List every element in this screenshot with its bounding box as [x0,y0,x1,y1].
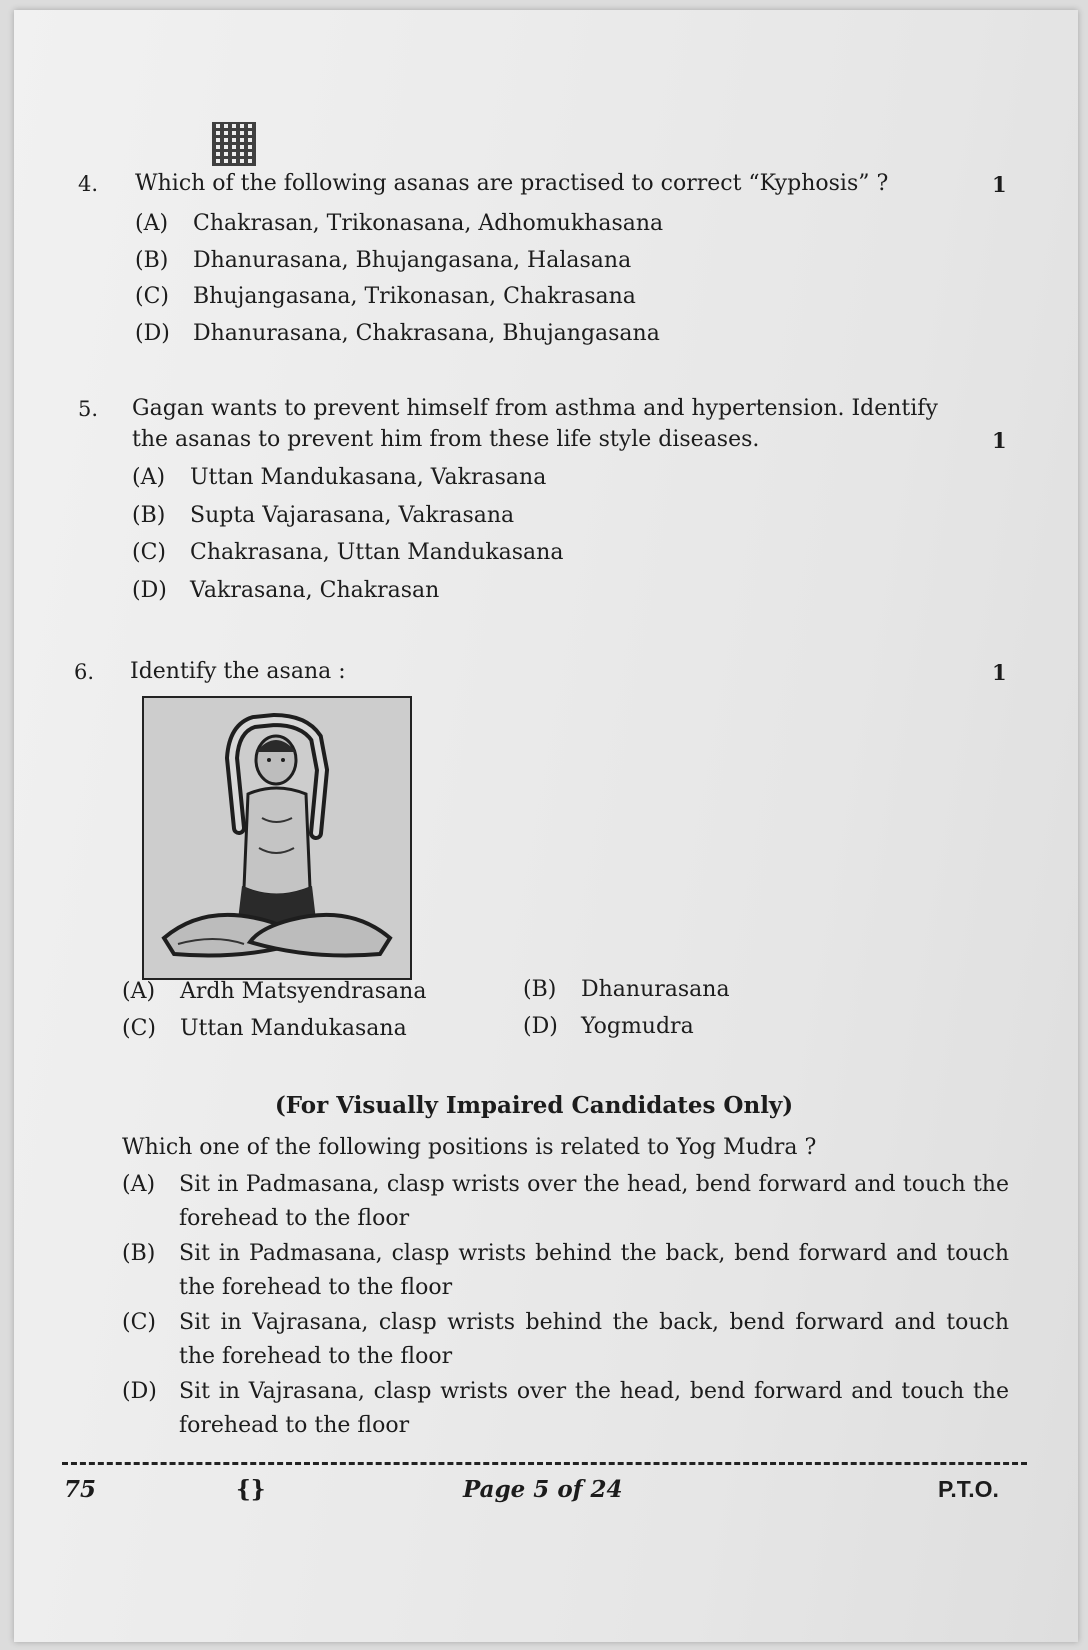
yoga-pose-illustration [144,698,410,978]
question-number: 5. [78,397,99,421]
option-label: (A) [122,1172,156,1197]
option-label: (C) [135,284,169,309]
option [132,576,439,606]
option-text: Dhanurasana [581,977,730,1002]
option [135,282,636,312]
option-label: (B) [135,248,169,273]
paper-code: 75 [64,1476,97,1503]
qr-code-icon [212,122,256,166]
option [132,501,514,531]
option-text: Sit in Vajrasana, clasp wrists over the head, bend forward and touch the forehead to the floor [179,1379,1009,1438]
question-marks: 1 [992,428,1007,453]
option-text: Chakrasan, Trikonasana, Adhomukhasana [193,211,664,236]
option [135,209,663,239]
option [135,319,660,349]
page-number: Page 5 of 24 [463,1476,623,1503]
question-number: 4. [78,172,99,196]
option-label: (A) [132,465,166,490]
asana-figure [142,696,412,980]
option-label: (D) [122,1379,157,1404]
question-number: 6. [74,660,95,684]
option [122,1375,1012,1443]
option-text: Yogmudra [581,1014,694,1039]
footer-braces: {} [236,1476,266,1503]
option [132,463,546,493]
option [122,1014,407,1044]
option-text: Uttan Mandukasana, Vakrasana [190,465,547,490]
option-text: Chakrasana, Uttan Mandukasana [190,540,564,565]
option-text: Uttan Mandukasana [180,1016,407,1041]
question-text: Which one of the following positions is related to Yog Mudra ? [122,1135,817,1160]
question-text: Which of the following asanas are practised to correct “Kyphosis” ? [135,171,889,196]
option [122,1168,1012,1236]
option-text: Sit in Padmasana, clasp wrists over the head, bend forward and touch the forehead to the floor [179,1172,1009,1231]
option-label: (D) [523,1014,558,1039]
option-text: Vakrasana, Chakrasan [190,578,440,603]
option-text: Supta Vajarasana, Vakrasana [190,503,515,528]
question-text-line2: the asanas to prevent him from these life style diseases. [132,427,760,452]
option [132,538,563,568]
option [523,1012,694,1042]
option-label: (C) [132,540,166,565]
option-label: (C) [122,1310,156,1335]
option-label: (B) [132,503,166,528]
question-text: Identify the asana : [130,659,346,684]
question-marks: 1 [992,660,1007,685]
option-label: (B) [523,977,557,1002]
option-text: Bhujangasana, Trikonasan, Chakrasana [193,284,636,309]
option-text: Ardh Matsyendrasana [180,979,427,1004]
option-label: (A) [135,211,169,236]
option-text: Dhanurasana, Chakrasana, Bhujangasana [193,321,660,346]
option [122,1306,1012,1374]
option-label: (C) [122,1016,156,1041]
option-label: (A) [122,979,156,1004]
option-text: Sit in Vajrasana, clasp wrists behind the back, bend forward and touch the forehead to the floor [179,1310,1009,1369]
option [135,246,631,276]
option [523,975,730,1005]
question-marks: 1 [992,172,1007,197]
question-text-line1: Gagan wants to prevent himself from asthma and hypertension. Identify [132,396,938,421]
option-text: Dhanurasana, Bhujangasana, Halasana [193,248,632,273]
option-label: (D) [132,578,167,603]
pto-label: P.T.O. [938,1476,999,1502]
option [122,1237,1012,1305]
option [122,977,426,1007]
option-label: (B) [122,1241,156,1266]
section-heading: (For Visually Impaired Candidates Only) [274,1092,794,1119]
option-text: Sit in Padmasana, clasp wrists behind the back, bend forward and touch the forehead to the floor [179,1241,1009,1300]
exam-page [14,10,1078,1642]
option-label: (D) [135,321,170,346]
footer-divider [62,1462,1027,1465]
